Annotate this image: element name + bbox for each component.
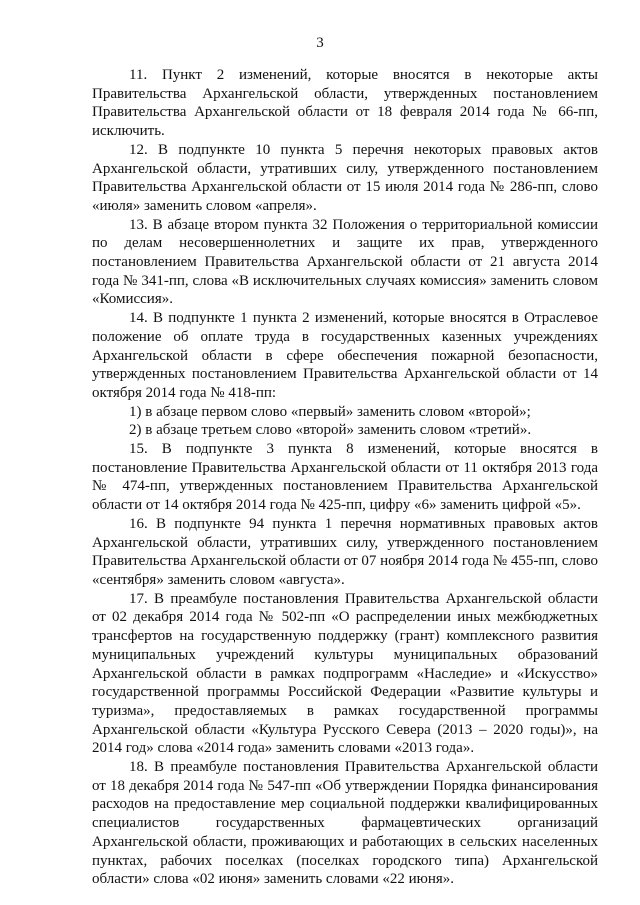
paragraph-16: 16. В подпункте 94 пункта 1 перечня нормативных правовых актов Архангельской области, утративших силу, утвержденного постановлением Правительства Архангельской области от 07 ноября 2014 года № 455-пп, слово «сентября» заменить словом «августа». xyxy=(92,515,598,588)
paragraph-13: 13. В абзаце втором пункта 32 Положения о территориальной комиссии по делам несовершеннолетних и защите их прав, утвержденного постановлением Правительства Архангельской области от 21 августа 2014 года № 341-пп, слова «В исключительных случаях комиссия» заменить словом «Комиссия». xyxy=(92,216,598,308)
paragraph-15: 15. В подпункте 3 пункта 8 изменений, которые вносятся в постановление Правительства Архангельской области от 11 октября 2013 года № 474-пп, утвержденных постановлением Правительства Архангельской области от 14 октября 2014 года № 425-пп, цифру «6» заменить цифрой «5». xyxy=(92,441,598,514)
paragraph-12: 12. В подпункте 10 пункта 5 перечня некоторых правовых актов Архангельской области, утративших силу, утвержденного постановлением Правительства Архангельской области от 15 июля 2014 года № 286-пп, слово «июля» заменить словом «апреля». xyxy=(92,141,598,214)
page-number: 3 xyxy=(316,35,324,51)
paragraph-14-subitem-1: 1) в абзаце первом слово «первый» заменить словом «второй»; xyxy=(129,403,531,420)
paragraph-14: 14. В подпункте 1 пункта 2 изменений, которые вносятся в Отраслевое положение об оплате труда в государственных казенных учреждениях Архангельской области в сфере обеспечения пожарной безопасности, утвержденных постановлением Правительства Архангельской области от 14 октября 2014 года № 418-пп: xyxy=(92,310,598,401)
document-body xyxy=(92,66,598,889)
paragraph-17: 17. В преамбуле постановления Правительства Архангельской области от 02 декабря 2014 года № 502-пп «О распределении иных межбюджетных трансфертов на государственную поддержку (грант) комплексного развития муниципальных учреждений культуры муниципальных образований Архангельской области в рамках подпрограмм «Наследие» и «Искусство» государственной программы Российской Федерации «Развитие культуры и туризма», предоставляемых в рамках государственной программы Архангельской области «Культура Русского Севера (2013 – 2020 годы)», на 2014 год» слова «2014 года» заменить словами «2013 года». xyxy=(92,590,598,757)
paragraph-11: 11. Пункт 2 изменений, которые вносятся в некоторые акты Правительства Архангельской области, утвержденных постановлением Правительства Архангельской области от 18 февраля 2014 года № 66-пп, исключить. xyxy=(92,67,598,140)
paragraph-18: 18. В преамбуле постановления Правительства Архангельской области от 18 декабря 2014 года № 547-пп «Об утверждении Порядка финансирования расходов на предоставление мер социальной поддержки квалифицированных специалистов государственных фармацевтических организаций Архангельской области, проживающих и работающих в сельских населенных пунктах, рабочих поселках (поселках городского типа) Архангельской области» слова «02 июня» заменить словами «22 июня». xyxy=(92,759,598,888)
paragraph-14-subitem-2: 2) в абзаце третьем слово «второй» заменить словом «третий». xyxy=(129,422,532,439)
